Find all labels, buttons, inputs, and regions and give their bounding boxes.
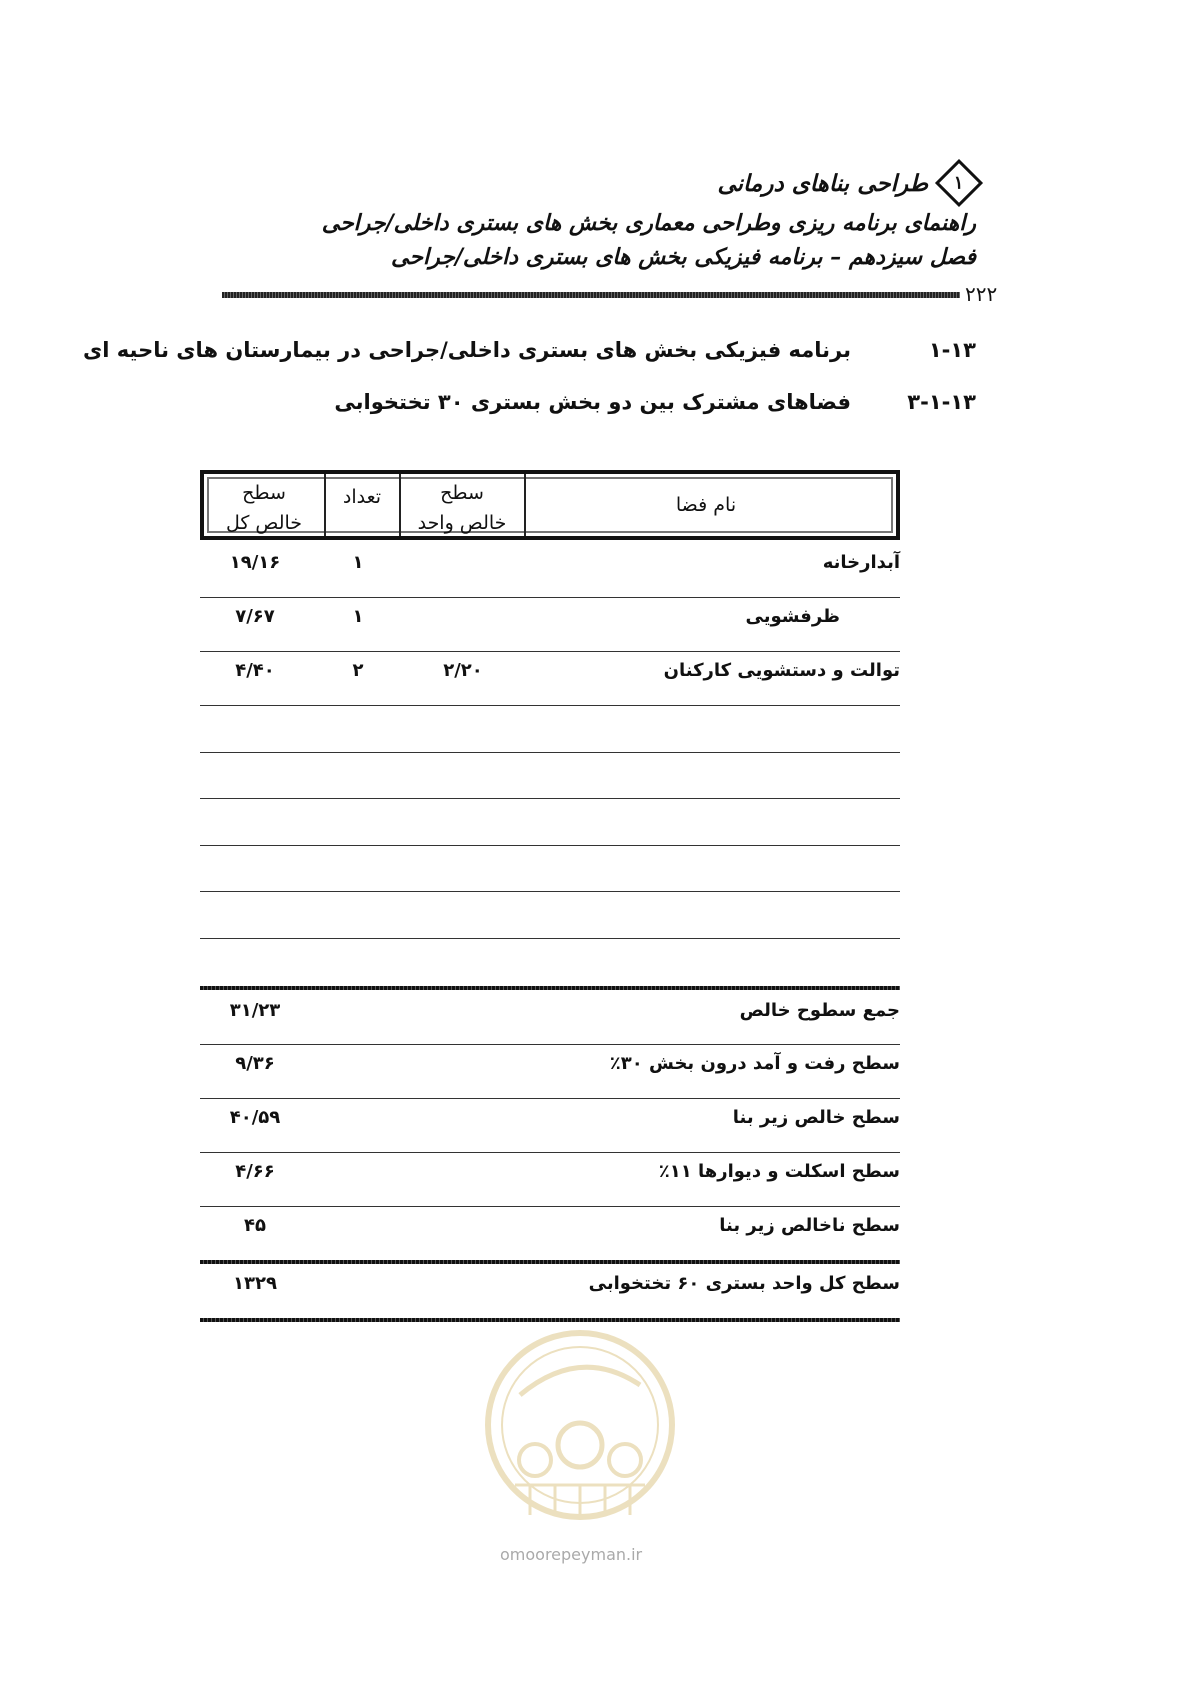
watermark-url: omoorepeyman.ir xyxy=(500,1545,643,1564)
summary-row: سطح رفت و آمد درون بخش ۳۰٪ ۹/۳۶ xyxy=(235,1053,900,1074)
grand-total-rule xyxy=(200,1260,900,1264)
table-row: آبدارخانه ۱ ۱۹/۱۶ xyxy=(229,552,900,573)
grand-total-row: سطح کل واحد بستری ۶۰ تختخوابی ۱۳۲۹ xyxy=(233,1273,900,1294)
header-space-name: نام فضا xyxy=(675,494,737,516)
summary-row: سطح اسکلت و دیوارها ۱۱٪ ۴/۶۶ xyxy=(235,1161,900,1182)
book-title xyxy=(717,166,976,200)
empty-row-line xyxy=(200,752,900,753)
header-count: تعداد xyxy=(342,486,382,508)
summary-row: جمع سطوح خالص ۳۱/۲۳ xyxy=(229,1000,900,1021)
empty-row-line xyxy=(200,891,900,892)
empty-row-line xyxy=(200,938,900,939)
section-title-1: برنامه فیزیکی بخش های بستری داخلی/جراحی در بیمارستان های ناحیه ای xyxy=(83,338,851,362)
empty-row-line xyxy=(200,845,900,846)
table-header xyxy=(200,470,900,540)
chapter-title: فصل سیزدهم – برنامه فیزیکی بخش های بستری داخلی/جراحی xyxy=(391,244,976,270)
header-rule xyxy=(222,292,960,298)
volume-badge: ۱ xyxy=(935,159,983,207)
empty-row-line xyxy=(200,798,900,799)
section-number-1: ۱-۱۳ xyxy=(928,338,976,362)
header-total-area: سطح خالص کل xyxy=(225,482,303,534)
header-unit-area: سطح خالص واحد xyxy=(417,482,507,534)
summary-row: سطح خالص زیر بنا ۴۰/۵۹ xyxy=(229,1107,900,1128)
watermark-logo xyxy=(480,1325,680,1525)
table-bottom-rule xyxy=(200,1318,900,1322)
table-row: توالت و دستشویی کارکنان ۲/۲۰ ۲ ۴/۴۰ xyxy=(235,660,900,681)
section-number-2: ۳-۱-۱۳ xyxy=(907,390,976,414)
table-row: ظرفشویی ۱ ۷/۶۷ xyxy=(235,606,840,627)
section-title-2: فضاهای مشترک بین دو بخش بستری ۳۰ تختخوابی xyxy=(334,390,851,414)
book-title-text: طراحی بناهای درمانی xyxy=(717,169,928,197)
summary-row: سطح ناخالص زیر بنا ۴۵ xyxy=(244,1215,900,1236)
guide-title: راهنمای برنامه ریزی وطراحی معماری بخش های بستری داخلی/جراحی xyxy=(321,210,976,236)
page-number: ۲۲۲ xyxy=(965,282,998,306)
summary-rule xyxy=(200,986,900,990)
